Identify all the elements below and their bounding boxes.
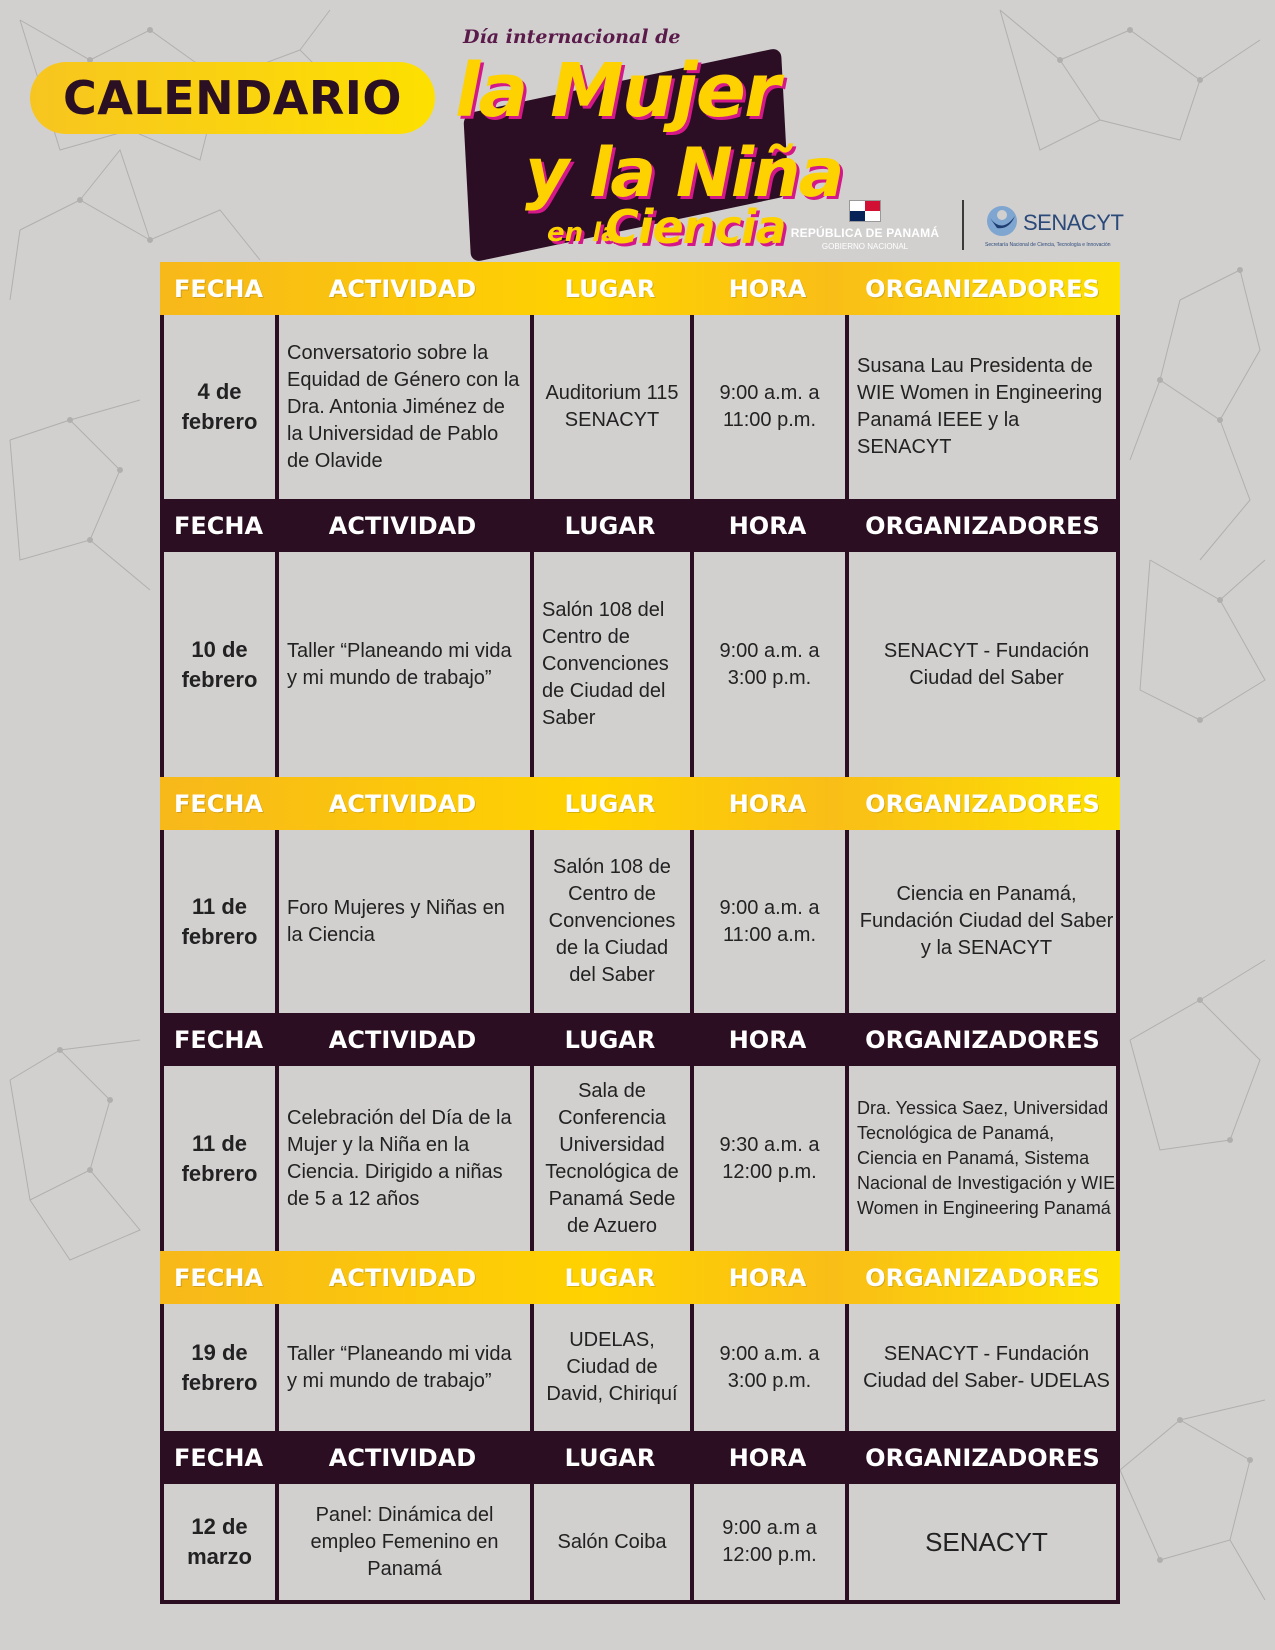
header-lugar: LUGAR [564,274,656,303]
header-hora: HORA [728,511,807,540]
event-logo [455,22,843,254]
event-time: 9:30 a.m. a 12:00 p.m. [694,1066,849,1251]
header-hora: HORA [728,1025,807,1054]
table-header-row [160,1013,1120,1066]
event-time: 9:00 a.m. a 11:00 a.m. [694,830,849,1013]
header-actividad: ACTIVIDAD [328,1025,477,1054]
event-organizers: SENACYT [925,1526,1048,1557]
header-actividad: ACTIVIDAD [328,789,477,818]
calendar-table [160,262,1120,1604]
header-fecha: FECHA [174,274,264,303]
table-row [160,1066,1120,1251]
header-organizadores: ORGANIZADORES [865,274,1100,303]
header-fecha: FECHA [174,511,264,540]
event-organizers: Ciencia en Panamá, Fundación Ciudad del Saber y la SENACYT [859,883,1114,959]
header-hora: HORA [728,1263,807,1292]
header-fecha: FECHA [174,1443,264,1472]
header-lugar: LUGAR [564,789,656,818]
table-row [160,830,1120,1013]
event-organizers: Dra. Yessica Saez, Universidad Tecnológica de Panamá, Ciencia en Panamá, Sistema Nacional de Investigación y WIE Women in Engineering Panamá [857,1098,1116,1218]
header-lugar: LUGAR [564,1443,656,1472]
table-header-row [160,499,1120,552]
event-time: 9:00 a.m. a 11:00 p.m. [694,315,849,499]
event-location: Sala de Conferencia Universidad Tecnológica de Panamá Sede de Azuero [534,1066,694,1251]
table-header-row [160,777,1120,830]
header-fecha: FECHA [174,1025,264,1054]
event-date: 11 de febrero [164,1066,279,1251]
event-date: 10 de febrero [164,552,279,777]
table-header-row [160,262,1120,315]
government-title: REPÚBLICA DE PANAMÁ [790,226,940,240]
event-date: 19 de febrero [164,1304,279,1431]
event-location: Salón 108 del Centro de Convenciones de Ciudad del Saber [534,552,694,777]
table-bottom-border [160,1600,1120,1604]
event-location: Auditorium 115 SENACYT [534,315,694,499]
header-lugar: LUGAR [564,511,656,540]
event-organizers: SENACYT - Fundación Ciudad del Saber [883,639,1090,689]
event-activity: Taller “Planeando mi vida y mi mundo de trabajo” [279,552,534,777]
header-actividad: ACTIVIDAD [328,1443,477,1472]
calendario-title: CALENDARIO [62,71,403,125]
event-activity: Foro Mujeres y Niñas en la Ciencia [279,830,534,1013]
panama-flag-icon [849,200,881,222]
logo-line-y-la-nina: y la Niña [525,134,843,213]
header-actividad: ACTIVIDAD [328,1263,477,1292]
header-organizadores: ORGANIZADORES [865,1263,1100,1292]
event-location: UDELAS, Ciudad de David, Chiriquí [534,1304,694,1431]
header-organizadores: ORGANIZADORES [865,789,1100,818]
header-organizadores: ORGANIZADORES [865,511,1100,540]
table-header-row [160,1251,1120,1304]
calendario-badge [30,62,435,134]
header-actividad: ACTIVIDAD [328,511,477,540]
table-row [160,1484,1120,1600]
logo-line-en-la: en la [547,218,619,248]
event-activity: Panel: Dinámica del empleo Femenino en Panamá [279,1484,534,1600]
event-activity: Taller “Planeando mi vida y mi mundo de trabajo” [279,1304,534,1431]
event-date: 11 de febrero [164,830,279,1013]
event-activity: Celebración del Día de la Mujer y la Niña en la Ciencia. Dirigido a niñas de 5 a 12 años [279,1066,534,1251]
header-lugar: LUGAR [564,1263,656,1292]
header-hora: HORA [728,789,807,818]
event-location: Salón 108 de Centro de Convenciones de la Ciudad del Saber [534,830,694,1013]
header-hora: HORA [728,1443,807,1472]
event-time: 9:00 a.m. a 3:00 p.m. [694,552,849,777]
table-header-row [160,1431,1120,1484]
table-row [160,552,1120,777]
header-actividad: ACTIVIDAD [328,274,477,303]
event-organizers: SENACYT - Fundación Ciudad del Saber- UDELAS [863,1342,1110,1392]
event-activity: Conversatorio sobre la Equidad de Género con la Dra. Antonia Jiménez de la Universidad de Pablo de Olavide [279,315,534,499]
table-row [160,1304,1120,1431]
senacyt-tagline: Secretaría Nacional de Ciencia, Tecnología e Innovación [985,242,1111,248]
header-organizadores: ORGANIZADORES [865,1025,1100,1054]
header-organizadores: ORGANIZADORES [865,1443,1100,1472]
header-fecha: FECHA [174,1263,264,1292]
event-time: 9:00 a.m a 12:00 p.m. [694,1484,849,1600]
header-lugar: LUGAR [564,1025,656,1054]
event-organizers: Susana Lau Presidenta de WIE Women in Engineering Panamá IEEE y la SENACYT [857,355,1103,458]
logo-kicker-text: Día internacional de [463,26,681,48]
event-location: Salón Coiba [534,1484,694,1600]
government-subtitle: GOBIERNO NACIONAL [821,242,909,251]
senacyt-name: SENACYT [1023,210,1124,235]
logo-line-la-mujer: la Mujer [455,48,779,134]
table-row [160,315,1120,499]
logo-divider [962,200,964,250]
event-time: 9:00 a.m. a 3:00 p.m. [694,1304,849,1431]
senacyt-mark-icon [985,204,1021,238]
government-logo [790,200,940,251]
logo-line-ciencia: Ciencia [605,200,786,254]
header-hora: HORA [728,274,807,303]
event-date: 12 de marzo [164,1484,279,1600]
header-fecha: FECHA [174,789,264,818]
event-date: 4 de febrero [164,315,279,499]
